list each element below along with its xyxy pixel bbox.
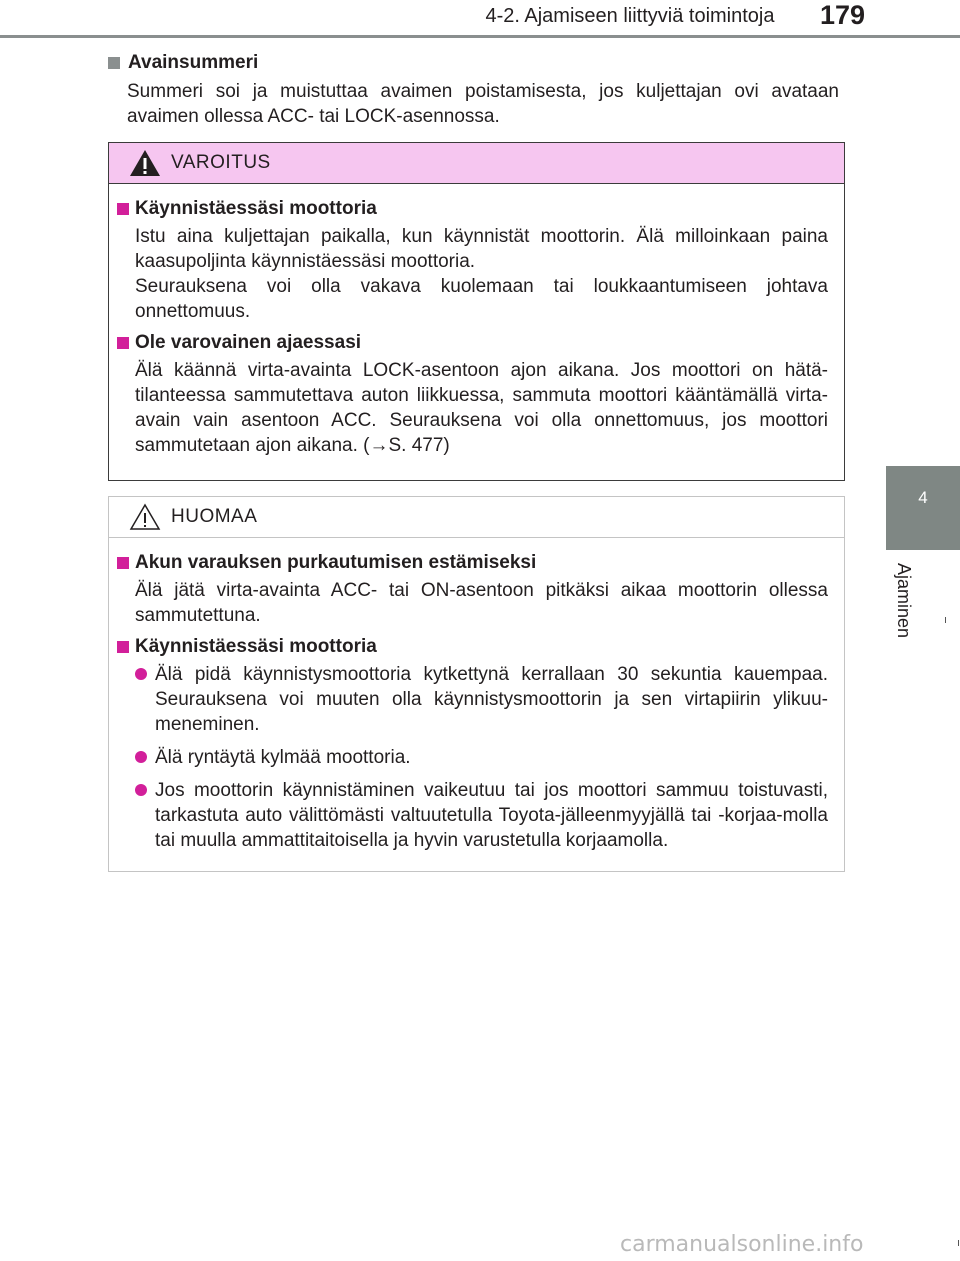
crop-mark [945, 617, 946, 623]
running-header: 4-2. Ajamiseen liittyviä toimintoja [485, 5, 775, 27]
section-body: Summeri soi ja muistuttaa avaimen poistamisesta, jos kuljettajan ovi avataan avaimen ollessa ACC- tai LOCK-asennossa. [127, 81, 839, 127]
page-number: 179 [820, 0, 866, 30]
warning-item-paragraph: Älä käännä virta-avainta LOCK-asentoon ajon aikana. Jos moottori on hätä-tilanteessa sammutettava auton liikkuessa, sammuta moottori kääntämällä virta-avain vain asentoon ACC. Seurauksena voi olla onnettomuus, jos moottori sammutetaan ajon aikana. (→S. 477) [135, 360, 828, 456]
square-bullet-icon [117, 337, 129, 349]
warning-item-heading: Ole varovainen ajaessasi [117, 332, 828, 354]
warning-item-paragraph: Seurauksena voi olla vakava kuolemaan tai loukkaantumiseen johtava onnettomuus. [135, 276, 828, 322]
list-item: Jos moottorin käynnistäminen vaikeutuu tai jos moottori sammuu toistuvasti, tarkastuta auto välittömästi valtuutetulla Toyota-jälleenmyyjällä tai -korjaa-molla tai muulla ammattitaitoisella ja hyvin varustetulla korjaamolla. [117, 778, 828, 853]
square-bullet-icon [108, 57, 120, 69]
warning-triangle-icon [129, 149, 161, 177]
notice-box [108, 496, 845, 872]
circle-bullet-icon [135, 751, 147, 763]
chapter-number: 4 [918, 488, 928, 507]
warning-item-paragraph: Istu aina kuljettajan paikalla, kun käynnistät moottorin. Älä milloinkaan paina kaasupoljinta käynnistäessäsi moottoria. [135, 226, 828, 272]
warning-box [108, 142, 845, 481]
square-bullet-icon [117, 641, 129, 653]
notice-label: HUOMAA [171, 506, 258, 527]
square-bullet-icon [117, 203, 129, 215]
warning-box-header [109, 143, 844, 184]
notice-item-heading: Akun varauksen purkautumisen estämiseksi [117, 552, 828, 574]
notice-item-heading: Käynnistäessäsi moottoria [117, 636, 828, 658]
section-heading: Avainsummeri [108, 52, 258, 74]
header-rule [0, 35, 960, 38]
notice-item-paragraph: Älä jätä virta-avainta ACC- tai ON-asentoon pitkäksi aikaa moottorin ollessa sammutettuna. [135, 580, 828, 626]
caution-outline-triangle-icon [129, 503, 161, 531]
list-item: Älä ryntäytä kylmää moottoria. [117, 745, 828, 770]
chapter-tab[interactable] [886, 466, 960, 550]
list-item: Älä pidä käynnistysmoottoria kytkettynä kerrallaan 30 sekuntia kauempaa. Seurauksena voi muuten olla käynnistysmoottorin ja sen virtapiirin ylikuu-meneminen. [117, 662, 828, 737]
circle-bullet-icon [135, 668, 147, 680]
chapter-label: Ajaminen [894, 563, 914, 639]
warning-label: VAROITUS [171, 152, 271, 173]
warning-content [109, 184, 844, 458]
crop-mark [958, 1240, 959, 1246]
watermark: carmanualsonline.info [620, 1232, 864, 1257]
notice-content [109, 538, 844, 853]
circle-bullet-icon [135, 784, 147, 796]
warning-item-heading: Käynnistäessäsi moottoria [117, 198, 828, 220]
notice-box-header [109, 497, 844, 538]
square-bullet-icon [117, 557, 129, 569]
